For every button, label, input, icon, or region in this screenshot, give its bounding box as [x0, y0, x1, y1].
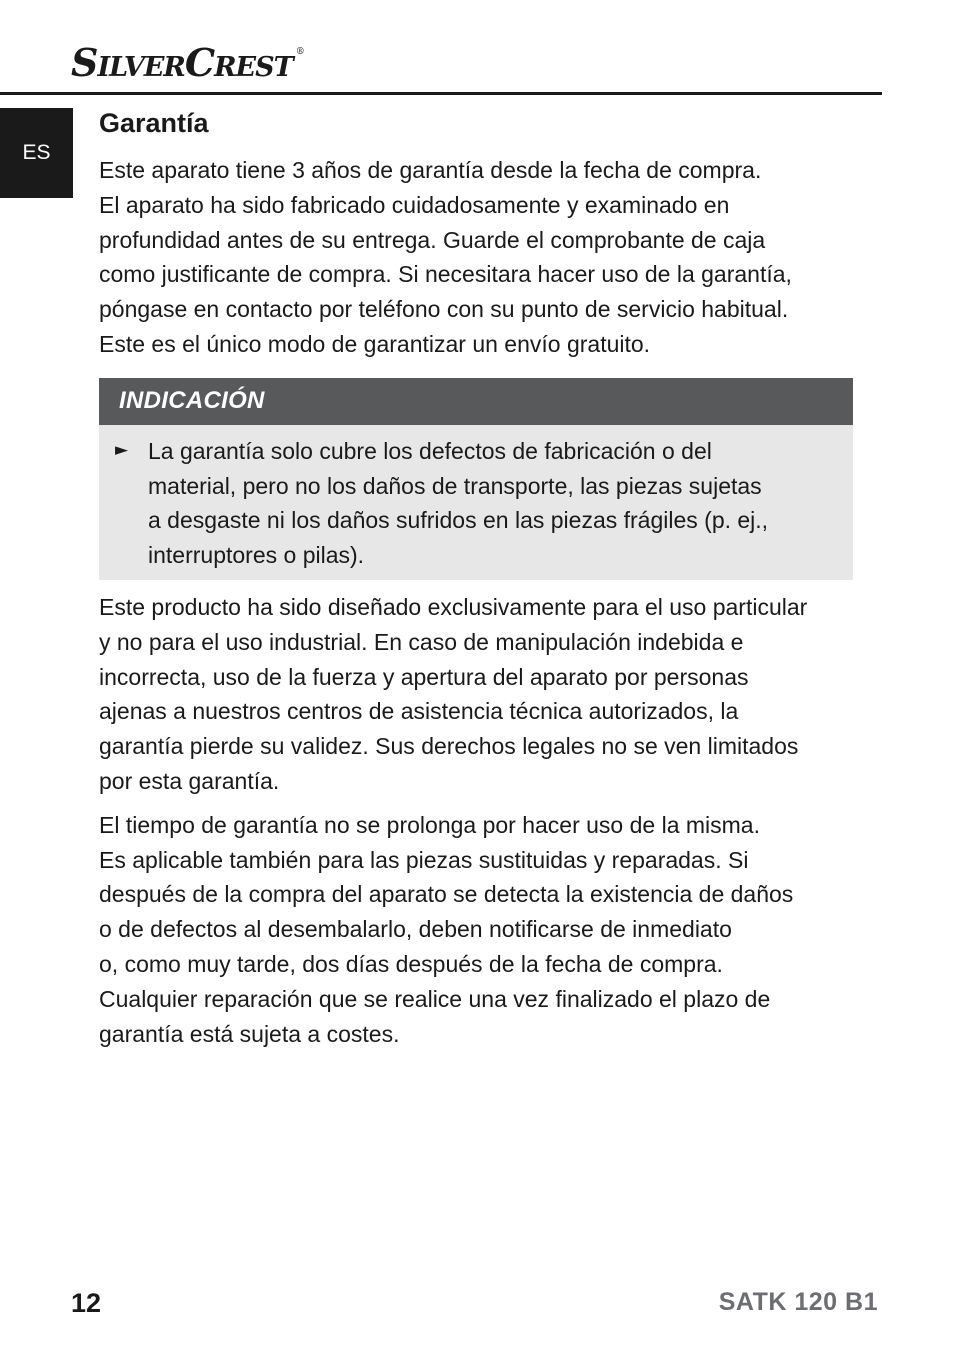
registered-mark: ® — [295, 47, 304, 57]
brand-initial-2: C — [184, 40, 215, 85]
section-title: Garantía — [99, 108, 209, 138]
paragraph-warranty-period: El tiempo de garantía no se prolonga por hacer uso de la misma. Es aplicable también para las piezas sustituidas y reparadas. Si después de la compra del aparato se detecta la existencia de daños o de defectos al desembalarlo, deben notificarse de inmediato o, como muy tarde, dos días después de la fecha de compra. Cualquier reparación que se realice una vez finalizado el plazo de garantía está sujeta a costes. — [99, 811, 794, 1047]
note-text: La garantía solo cubre los defectos de fabricación o del material, pero no los daños de transporte, las piezas sujetas a desgaste ni los daños sufridos en las piezas frágiles (p. ej., interruptores o pilas). — [148, 437, 769, 569]
language-tab: ES — [0, 108, 73, 198]
brand-rest-1: ILVER — [97, 52, 185, 83]
note-body — [99, 425, 853, 580]
header-rule — [0, 92, 882, 95]
paragraph-usage: Este producto ha sido diseñado exclusivamente para el uso particular y no para el uso industrial. En caso de manipulación indebida e incorrecta, uso de la fuerza y apertura del aparato por personas ajenas a nuestros centros de asistencia técnica autorizados, la garantía pierde su validez. Sus derechos legales no se ven limitados por esta garantía. — [99, 593, 808, 794]
page-number: 12 — [71, 1288, 102, 1318]
paragraph-warranty-intro: Este aparato tiene 3 años de garantía desde la fecha de compra. El aparato ha sido fabricado cuidadosamente y examinado en profundidad antes de su entrega. Guarde el comprobante de caja como justificante de compra. Si necesitara hacer uso de la garantía, póngase en contacto por teléfono con su punto de servicio habitual. Este es el único modo de garantizar un envío gratuito. — [99, 157, 792, 357]
bullet-arrow-icon: ► — [115, 439, 129, 460]
note-heading: INDICACIÓN — [99, 378, 853, 425]
brand-rest-2: REST — [214, 52, 293, 83]
main-content — [99, 103, 859, 1051]
brand-logo — [71, 40, 304, 85]
note-box — [99, 378, 853, 580]
brand-initial-1: S — [71, 40, 98, 85]
model-number: SATK 120 B1 — [718, 1288, 878, 1316]
